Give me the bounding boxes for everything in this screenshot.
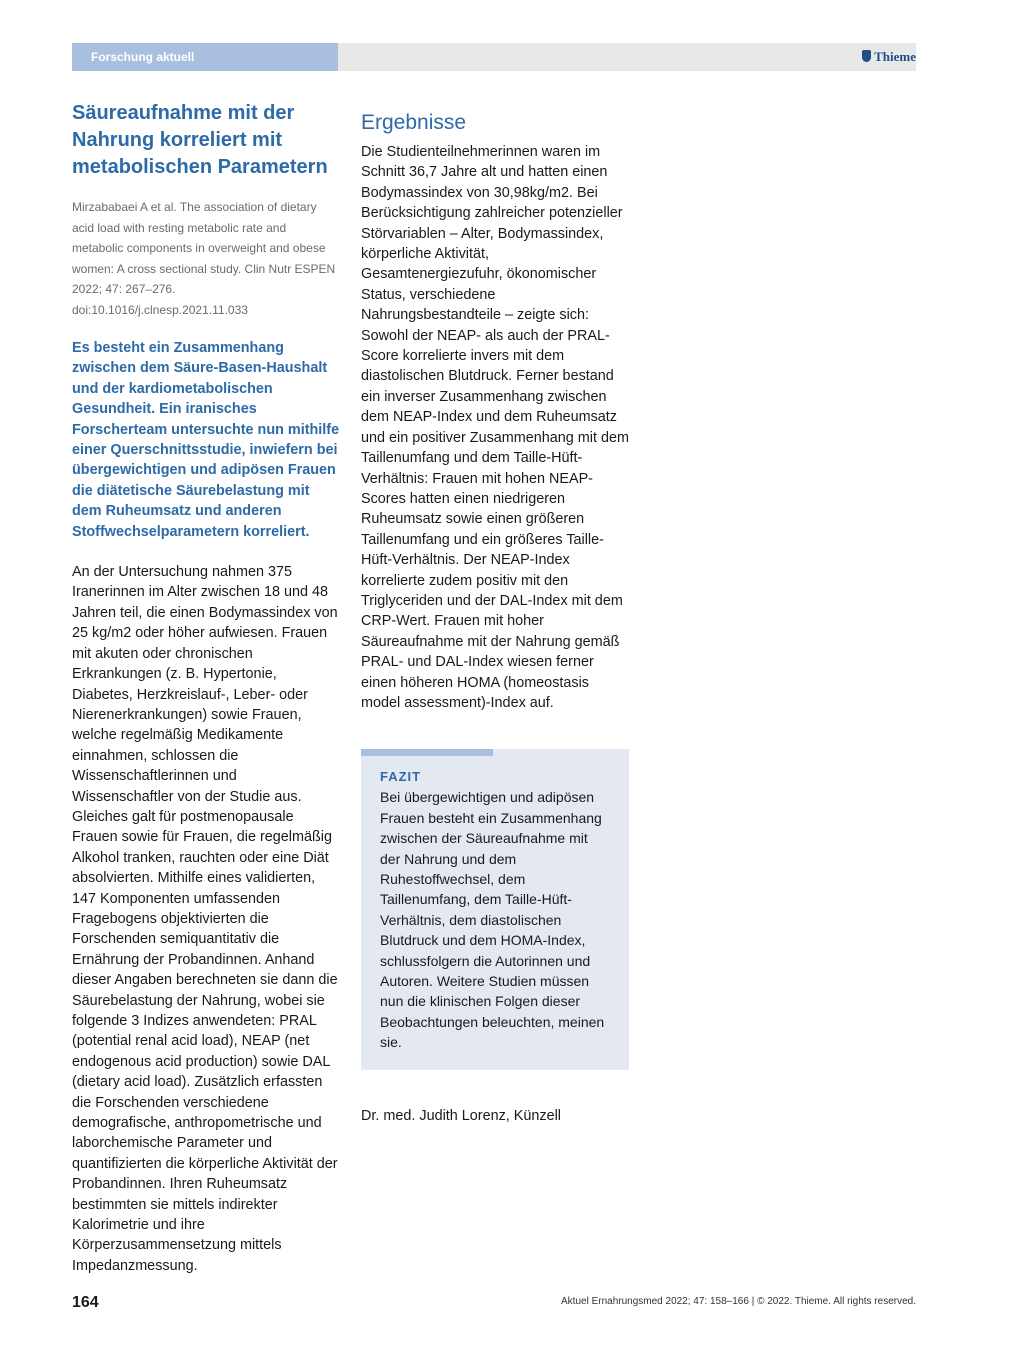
- article-title: Säureaufnahme mit der Nahrung korreliert mit metabolischen Parametern: [72, 102, 328, 178]
- publisher-logo: [862, 43, 916, 71]
- conclusion-box: [361, 749, 629, 1069]
- section-label: Forschung aktuell: [72, 43, 338, 71]
- citation: Mirzababaei A et al. The association of dietary acid load with resting metabolic rate and metabolic components in overweight and obese women: A cross sectional study. Clin Nutr ESPEN 2022; 47: 267–276. doi:10.1016/j.clnesp.2021.11.033: [72, 200, 336, 317]
- brand-name: Thieme: [874, 49, 916, 64]
- conclusion-text: Bei übergewichtigen und adipösen Frauen besteht ein Zusammenhang zwischen der Säureaufnahme mit der Nahrung und dem Ruhestoffwechsel, dem Taillenumfang, dem Taille-Hüft-Verhältnis, dem diastolischen Blutdruck und dem HOMA-Index, schlussfolgern die Autorinnen und Autoren. Weitere Studien müssen nun die klinischen Folgen dieser Beobachtungen beleuchten, meinen sie.: [380, 789, 605, 1051]
- lead-paragraph: Es besteht ein Zusammenhang zwischen dem Säure-Basen-Haushalt und der kardiometabolischen Gesundheit. Ein iranisches Forscherteam untersuchte nun mithilfe einer Querschnittsstudie, inwiefern bei übergewichtigen und adipösen Frauen die diätetische Säurebelastung mit dem Ruheumsatz und anderen Stoffwechselparametern korreliert.: [72, 340, 340, 540]
- footer-reference: Aktuel Ernahrungsmed 2022; 47: 158–166 | © 2022. Thieme. All rights reserved.: [561, 1296, 916, 1307]
- left-column: [72, 100, 340, 1276]
- page-number: 164: [72, 1294, 99, 1311]
- conclusion-heading: FAZIT: [380, 769, 422, 785]
- author: Dr. med. Judith Lorenz, Künzell: [361, 1107, 561, 1124]
- body-paragraph: An der Untersuchung nahmen 375 Iranerinnen im Alter zwischen 18 und 48 Jahren teil, die einen Bodymassindex von 25 kg/m2 oder höher aufwiesen. Frauen mit akuten oder chronischen Erkrankungen (z. B. Hypertonie, Diabetes, Herzkreislauf-, Leber- oder Nierenerkrankungen) sowie Frauen, welche regelmäßig Medikamente einnahmen, schlossen die Wissenschaftlerinnen und Wissenschaftler von der Studie aus. Gleiches galt für postmenopausale Frauen sowie für Frauen, die regelmäßig Alkohol tranken, rauchten oder eine Diät absolvierten. Mithilfe eines validierten, 147 Komponenten umfassenden Fragebogens objektivierten die Forschenden semiquantitativ die Ernährung der Probandinnen. Anhand dieser Angaben berechneten sie dann die Säurebelastung der Nahrung, wobei sie folgende 3 Indizes anwendeten: PRAL (potential renal acid load), NEAP (net endogenous acid production) sowie DAL (dietary acid load). Zusätzlich erfassten die Forschenden verschiedene demografische, anthropometrische und laborchemische Parameter und quantifizierten die körperliche Aktivität der Probandinnen. Ihren Ruheumsatz bestimmten sie mittels indirekter Kalorimetrie und ihre Körperzusammensetzung mittels Impedanzmessung.: [72, 564, 338, 1274]
- shield-icon: [862, 50, 871, 62]
- results-paragraph: Die Studienteilnehmerinnen waren im Schnitt 36,7 Jahre alt und hatten einen Bodymassindex von 30,98kg/m2. Bei Berücksichtigung zahlreicher potenzieller Störvariablen – Alter, Bodymassindex, körperliche Aktivität, Gesamtenergiezufuhr, ökonomischer Status, verschiedene Nahrungsbestandteile – zeigte sich: Sowohl der NEAP- als auch der PRAL-Score korrelierte invers mit dem diastolischen Blutdruck. Ferner bestand ein inverser Zusammenhang zwischen dem NEAP-Index und dem Ruheumsatz und ein positiver Zusammenhang mit dem Taillenumfang und dem Taille-Hüft-Verhältnis: Frauen mit hohen NEAP-Scores hatten einen niedrigeren Ruheumsatz sowie einen größeren Taillenumfang und ein größeres Taille-Hüft-Verhältnis. Der NEAP-Index korrelierte zudem positiv mit den Triglyceriden und der DAL-Index mit dem CRP-Wert. Frauen mit hoher Säureaufnahme mit der Nahrung gemäß PRAL- und DAL-Index wiesen ferner einen höheren HOMA (homeostasis model assessment)-Index auf.: [361, 144, 629, 711]
- right-column: [361, 108, 629, 1126]
- results-heading: Ergebnisse: [361, 111, 467, 134]
